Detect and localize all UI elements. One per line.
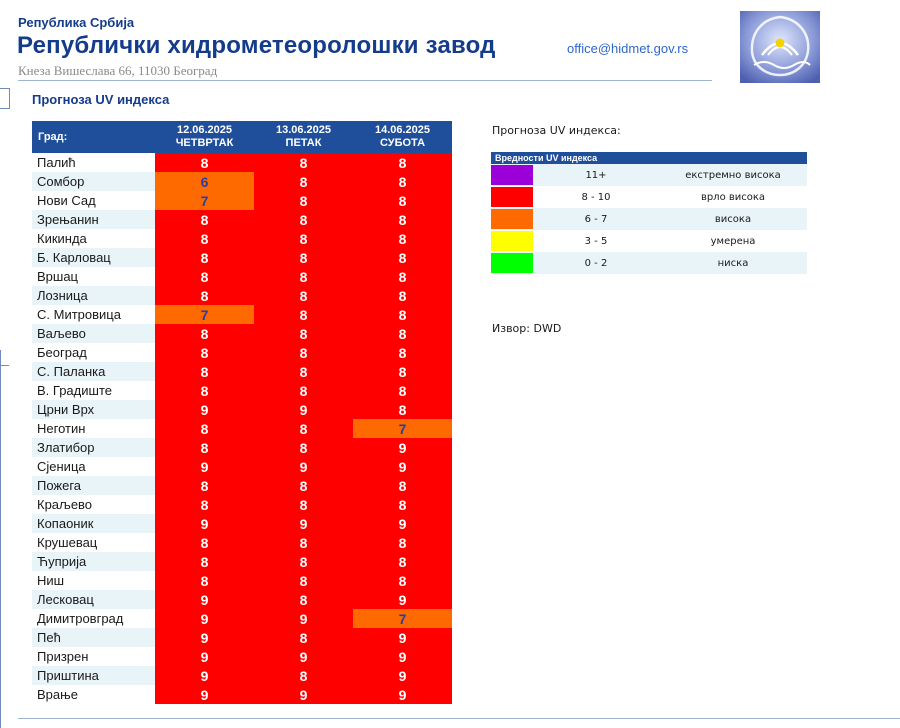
city-name: Пећ [32, 628, 155, 647]
uv-value-cell: 8 [155, 533, 254, 552]
section-title: Прогноза UV индекса [32, 92, 170, 107]
day-weekday: СУБОТА [379, 137, 426, 149]
uv-value-cell: 8 [254, 533, 353, 552]
uv-value-cell: 8 [353, 476, 452, 495]
table-row [32, 609, 452, 628]
legend-color-swatch [491, 187, 533, 207]
uv-value-cell: 8 [254, 381, 353, 400]
uv-value-cell: 8 [254, 495, 353, 514]
legend-color-swatch [491, 253, 533, 273]
city-name: Златибор [32, 438, 155, 457]
uv-value-cell: 9 [155, 609, 254, 628]
uv-value-cell: 8 [155, 571, 254, 590]
uv-value-cell: 7 [353, 609, 452, 628]
day-weekday: ПЕТАК [285, 137, 322, 149]
uv-value-cell: 8 [353, 153, 452, 172]
uv-value-cell: 9 [254, 400, 353, 419]
uv-value-cell: 8 [155, 419, 254, 438]
city-name: Сјеница [37, 459, 86, 474]
table-row [32, 153, 452, 172]
uv-value-cell: 8 [353, 552, 452, 571]
city-name: Црни Врх [32, 400, 155, 419]
data-source: Извор: DWD [492, 322, 562, 335]
header-divider [18, 80, 712, 81]
uv-value-cell: 8 [353, 191, 452, 210]
uv-value-cell: 8 [155, 267, 254, 286]
uv-value-cell: 8 [155, 476, 254, 495]
table-row [32, 286, 452, 305]
uv-value-cell: 8 [353, 248, 452, 267]
city-name: Вршац [37, 269, 79, 284]
city-name: Ћуприја [32, 552, 155, 571]
uv-value-cell: 8 [254, 191, 353, 210]
uv-value-cell: 8 [155, 210, 254, 229]
side-divider [0, 365, 9, 366]
uv-value-cell: 8 [254, 324, 353, 343]
uv-value-cell: 8 [254, 172, 353, 191]
uv-value-cell: 8 [353, 381, 452, 400]
uv-value-cell: 9 [155, 457, 254, 476]
city-name: Ваљево [32, 324, 155, 343]
day-column-header [353, 121, 452, 153]
table-row [32, 685, 452, 704]
uv-value-cell: 9 [353, 438, 452, 457]
legend-label: ниска [717, 257, 749, 269]
legend-color-swatch [491, 165, 533, 185]
table-row [32, 172, 452, 191]
city-name: Лесковац [32, 590, 155, 609]
table-row [32, 533, 452, 552]
table-row [32, 381, 452, 400]
uv-legend [491, 152, 807, 274]
legend-label: врло висока [700, 191, 766, 203]
uv-value-cell: 8 [155, 438, 254, 457]
uv-value-cell: 9 [155, 400, 254, 419]
legend-range: 6 - 7 [584, 213, 608, 225]
uv-value-cell: 8 [353, 172, 452, 191]
table-row [32, 476, 452, 495]
uv-value-cell: 8 [254, 286, 353, 305]
uv-value-cell: 8 [254, 628, 353, 647]
legend-row [491, 230, 807, 252]
uv-value-cell: 9 [353, 457, 452, 476]
uv-value-cell: 9 [353, 514, 452, 533]
table-row [32, 419, 452, 438]
uv-value-cell: 8 [254, 343, 353, 362]
city-name: Кикинда [37, 231, 87, 246]
legend-color-swatch [491, 231, 533, 251]
legend-row [491, 208, 807, 230]
uv-value-cell: 7 [155, 305, 254, 324]
uv-value-cell: 8 [254, 438, 353, 457]
city-name: Копаоник [32, 514, 155, 533]
uv-value-cell: 9 [353, 628, 452, 647]
table-row [32, 248, 452, 267]
city-name: Београд [37, 345, 87, 360]
city-name: Пожега [32, 476, 155, 495]
uv-value-cell: 8 [353, 305, 452, 324]
uv-value-cell: 8 [254, 248, 353, 267]
city-name: Б. Карловац [32, 248, 155, 267]
side-divider [0, 350, 1, 728]
legend-range: 11+ [585, 169, 607, 181]
table-row [32, 343, 452, 362]
table-row [32, 552, 452, 571]
uv-value-cell: 6 [155, 172, 254, 191]
table-row [32, 210, 452, 229]
table-row [32, 191, 452, 210]
uv-value-cell: 8 [254, 419, 353, 438]
city-name: Врање [37, 687, 78, 702]
footer-divider [18, 718, 900, 719]
uv-value-cell: 9 [254, 609, 353, 628]
uv-value-cell: 9 [254, 685, 353, 704]
table-row [32, 647, 452, 666]
legend-label: екстремно висока [685, 169, 781, 181]
uv-value-cell: 8 [353, 343, 452, 362]
table-row [32, 267, 452, 286]
uv-value-cell: 8 [155, 324, 254, 343]
rhmz-logo-icon [740, 11, 820, 83]
legend-title: Прогноза UV индекса: [492, 124, 621, 137]
city-name: Неготин [37, 421, 86, 436]
uv-value-cell: 8 [254, 229, 353, 248]
city-name: Палић [37, 155, 76, 170]
email-link[interactable]: office@hidmet.gov.rs [567, 41, 689, 56]
uv-value-cell: 8 [254, 267, 353, 286]
table-row [32, 438, 452, 457]
legend-color-swatch [491, 209, 533, 229]
city-name: С. Митровица [37, 307, 121, 322]
uv-value-cell: 9 [155, 628, 254, 647]
uv-value-cell: 8 [254, 552, 353, 571]
table-row [32, 628, 452, 647]
side-panel-fragment [0, 88, 10, 109]
uv-value-cell: 8 [353, 571, 452, 590]
uv-value-cell: 8 [353, 362, 452, 381]
uv-value-cell: 8 [254, 153, 353, 172]
city-name: Краљево [37, 497, 93, 512]
uv-value-cell: 8 [155, 229, 254, 248]
uv-value-cell: 9 [353, 647, 452, 666]
city-name: Ниш [37, 573, 65, 588]
legend-label: умерена [710, 235, 756, 247]
uv-value-cell: 8 [155, 381, 254, 400]
uv-value-cell: 8 [254, 571, 353, 590]
legend-row [491, 252, 807, 274]
city-name: Сомбор [32, 172, 155, 191]
legend-label: висока [714, 213, 752, 225]
city-name: Приштина [32, 666, 155, 685]
uv-value-cell: 8 [254, 590, 353, 609]
table-row [32, 590, 452, 609]
day-date: 12.06.2025 [176, 124, 233, 136]
table-row [32, 229, 452, 248]
legend-row [491, 186, 807, 208]
uv-value-cell: 8 [353, 267, 452, 286]
uv-value-cell: 8 [155, 248, 254, 267]
uv-value-cell: 9 [155, 590, 254, 609]
uv-value-cell: 8 [155, 362, 254, 381]
city-name: Призрен [37, 649, 89, 664]
table-row [32, 400, 452, 419]
uv-value-cell: 8 [254, 305, 353, 324]
day-date: 14.06.2025 [374, 124, 431, 136]
day-column-header [254, 121, 353, 153]
institute-title: Републички хидрометеоролошки завод [17, 32, 496, 59]
uv-value-cell: 8 [254, 362, 353, 381]
uv-forecast-table [32, 121, 452, 704]
uv-value-cell: 8 [155, 286, 254, 305]
uv-value-cell: 9 [254, 647, 353, 666]
legend-header: Вредности UV индекса [491, 152, 807, 164]
legend-range: 0 - 2 [584, 257, 608, 269]
country-name: Република Србија [18, 15, 135, 30]
table-row [32, 495, 452, 514]
uv-value-cell: 9 [155, 685, 254, 704]
day-weekday: ЧЕТВРТАК [175, 137, 234, 149]
uv-value-cell: 9 [155, 647, 254, 666]
table-row [32, 362, 452, 381]
uv-value-cell: 9 [254, 514, 353, 533]
uv-value-cell: 9 [155, 514, 254, 533]
table-row [32, 571, 452, 590]
table-row [32, 305, 452, 324]
uv-value-cell: 8 [353, 533, 452, 552]
uv-value-cell: 8 [254, 476, 353, 495]
uv-value-cell: 8 [353, 324, 452, 343]
uv-value-cell: 8 [155, 343, 254, 362]
uv-value-cell: 8 [254, 666, 353, 685]
uv-value-cell: 8 [254, 210, 353, 229]
day-column-header [155, 121, 254, 153]
city-name: Лозница [32, 286, 155, 305]
city-name: Крушевац [37, 535, 98, 550]
institute-address: Кнеза Вишеслава 66, 11030 Београд [18, 63, 218, 78]
legend-range: 3 - 5 [584, 235, 608, 247]
uv-value-cell: 8 [155, 495, 254, 514]
uv-value-cell: 7 [155, 191, 254, 210]
city-name: Нови Сад [37, 193, 96, 208]
uv-value-cell: 7 [353, 419, 452, 438]
table-row [32, 457, 452, 476]
uv-value-cell: 9 [353, 590, 452, 609]
uv-value-cell: 8 [353, 400, 452, 419]
uv-value-cell: 8 [353, 286, 452, 305]
city-name: С. Паланка [32, 362, 155, 381]
table-row [32, 324, 452, 343]
city-name: В. Градиште [37, 383, 112, 398]
uv-value-cell: 9 [353, 666, 452, 685]
table-row [32, 514, 452, 533]
uv-value-cell: 9 [155, 666, 254, 685]
legend-row [491, 164, 807, 186]
table-row [32, 666, 452, 685]
uv-value-cell: 8 [353, 229, 452, 248]
uv-value-cell: 8 [155, 153, 254, 172]
uv-value-cell: 8 [155, 552, 254, 571]
legend-range: 8 - 10 [581, 191, 611, 203]
day-date: 13.06.2025 [275, 124, 332, 136]
uv-value-cell: 8 [353, 495, 452, 514]
city-name: Зрењанин [32, 210, 155, 229]
city-column-header: Град: [32, 121, 155, 153]
uv-value-cell: 9 [353, 685, 452, 704]
city-name: Димитровград [37, 611, 124, 626]
uv-value-cell: 8 [353, 210, 452, 229]
uv-value-cell: 9 [254, 457, 353, 476]
